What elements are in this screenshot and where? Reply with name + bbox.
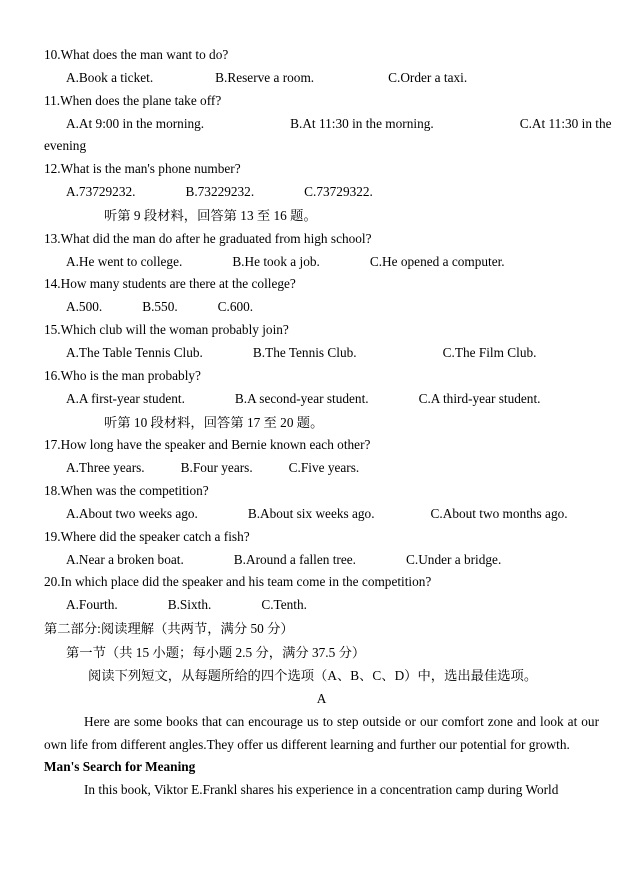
option-a[interactable]: A.Fourth. [66, 597, 118, 613]
option-a[interactable]: A.About two weeks ago. [66, 505, 198, 521]
question-prompt: 12.What is the man's phone number? [44, 161, 241, 177]
passage-label: A [316, 691, 327, 707]
option-a[interactable]: A.Near a broken boat. [66, 551, 184, 567]
option-c[interactable]: C.Five years. [288, 460, 360, 476]
question-options [44, 457, 599, 480]
question-options [44, 67, 599, 90]
option-c[interactable]: C.He opened a computer. [369, 253, 505, 269]
option-b[interactable]: B.He took a job. [232, 253, 320, 269]
listening-instruction-9: 听第 9 段材料，回答第 13 至 16 题。 [104, 208, 317, 224]
option-b[interactable]: B.The Tennis Club. [252, 344, 357, 360]
option-a[interactable]: A.He went to college. [66, 253, 183, 269]
option-b[interactable]: B.73229232. [185, 184, 255, 200]
question-prompt: 10.What does the man want to do? [44, 47, 229, 62]
question-prompt: 16.Who is the man probably? [44, 367, 201, 383]
option-a[interactable]: A.500. [66, 299, 103, 315]
question-options [44, 594, 599, 617]
option-c[interactable]: C.Tenth. [261, 597, 307, 613]
part-two-title: 第二部分:阅读理解（共两节，满分 50 分） [44, 621, 294, 637]
option-b[interactable]: B.About six weeks ago. [247, 505, 375, 521]
question-prompt: 20.In which place did the speaker and his team come in the competition? [44, 574, 432, 590]
option-overflow: evening [44, 138, 87, 154]
book-text: In this book, Viktor E.Frankl shares his experience in a concentration camp during World [84, 781, 559, 797]
option-b[interactable]: B.Sixth. [167, 597, 212, 613]
question-prompt: 19.Where did the speaker catch a fish? [44, 528, 250, 544]
option-b[interactable]: B.A second-year student. [234, 390, 369, 406]
section-one-instruction: 阅读下列短文，从每题所给的四个选项（A、B、C、D）中，选出最佳选项。 [88, 668, 538, 684]
passage-intro: Here are some books that can encourage us to step outside or our comfort zone and look at our own life from different angles.They offer us different learning and further our potential for growth. [44, 713, 599, 752]
question-prompt: 11.When does the plane take off? [44, 92, 222, 108]
question-prompt: 15.Which club will the woman probably join? [44, 322, 289, 338]
question-options [44, 388, 599, 411]
question-options [44, 251, 599, 274]
option-c[interactable]: C.At 11:30 in the [519, 115, 612, 131]
option-c[interactable]: C.About two months ago. [430, 505, 568, 521]
option-c[interactable]: C.73729322. [304, 184, 373, 200]
question-prompt: 17.How long have the speaker and Bernie known each other? [44, 437, 371, 453]
question-options [44, 181, 599, 204]
question-options [44, 342, 599, 365]
option-a[interactable]: A.The Table Tennis Club. [66, 344, 203, 360]
option-a[interactable]: A.Book a ticket. [66, 69, 154, 85]
question-prompt: 14.How many students are there at the college? [44, 276, 296, 292]
option-c[interactable]: C.Order a taxi. [388, 69, 468, 85]
option-c[interactable]: C.A third-year student. [418, 390, 541, 406]
question-options [44, 503, 599, 526]
book-title: Man's Search for Meaning [44, 759, 196, 775]
option-c[interactable]: C.600. [217, 299, 254, 315]
option-b[interactable]: B.550. [142, 299, 178, 315]
section-one-title: 第一节（共 15 小题；每小题 2.5 分，满分 37.5 分） [66, 644, 366, 660]
question-options [44, 549, 599, 572]
option-b[interactable]: B.At 11:30 in the morning. [290, 115, 434, 131]
option-b[interactable]: B.Around a fallen tree. [233, 551, 356, 567]
question-prompt: 13.What did the man do after he graduated from high school? [44, 230, 372, 246]
option-b[interactable]: B.Reserve a room. [215, 69, 315, 85]
option-a[interactable]: A.73729232. [66, 184, 136, 200]
option-a[interactable]: A.A first-year student. [66, 390, 185, 406]
listening-instruction-10: 听第 10 段材料，回答第 17 至 20 题。 [104, 414, 324, 430]
question-options [44, 296, 599, 319]
option-a[interactable]: A.Three years. [66, 460, 145, 476]
question-options [44, 113, 612, 136]
option-b[interactable]: B.Four years. [180, 460, 253, 476]
option-c[interactable]: C.Under a bridge. [406, 551, 502, 567]
option-a[interactable]: A.At 9:00 in the morning. [66, 115, 205, 131]
option-c[interactable]: C.The Film Club. [442, 344, 537, 360]
question-prompt: 18.When was the competition? [44, 482, 209, 498]
